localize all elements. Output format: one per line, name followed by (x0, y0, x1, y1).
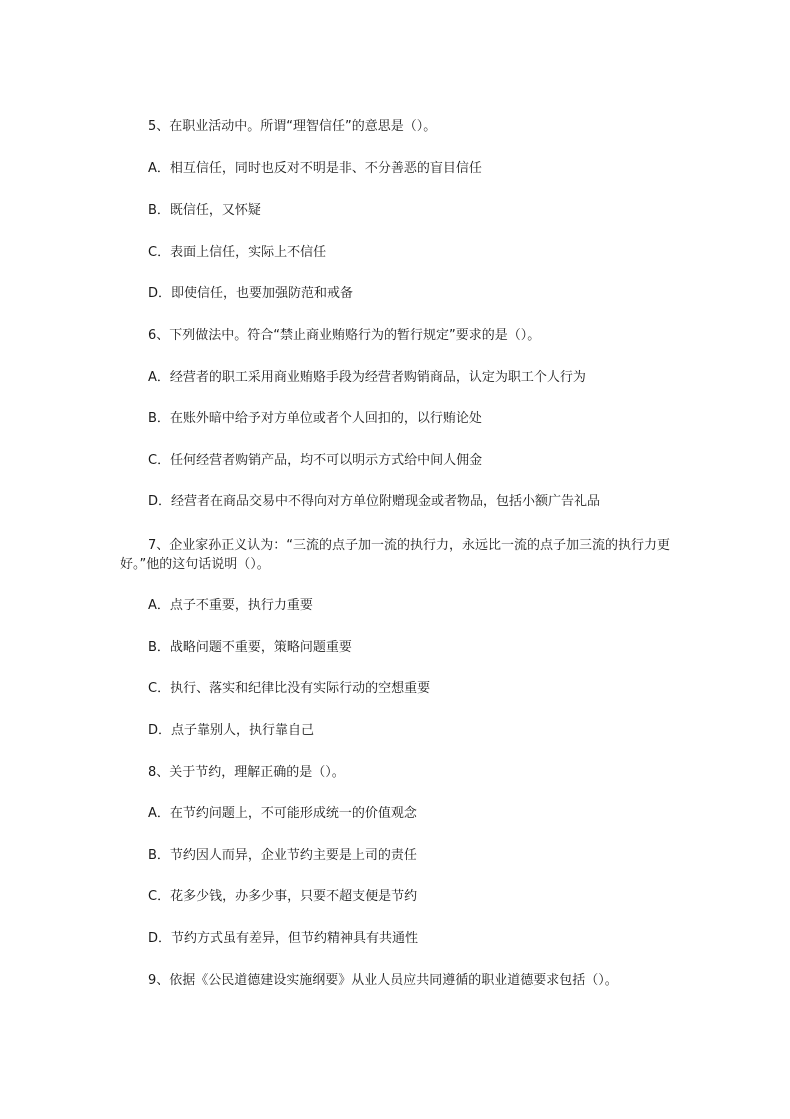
question-5-option-a: A．相互信任，同时也反对不明是非、不分善恶的盲目信任 (148, 161, 482, 176)
question-7-option-d: D．点子靠别人，执行靠自己 (148, 723, 315, 738)
question-6-option-c: C．任何经营者购销产品，均不可以明示方式给中间人佣金 (148, 453, 483, 468)
question-7-stem: 7、企业家孙正义认为：“三流的点子加一流的执行力，永远比一流的点子加三流的执行力更好。”他的这句话说明（）。 (120, 538, 671, 572)
question-7-option-c: C．执行、落实和纪律比没有实际行动的空想重要 (148, 681, 431, 696)
question-8-option-c: C．花多少钱，办多少事，只要不超支便是节约 (148, 889, 418, 904)
question-8-stem: 8、关于节约，理解正确的是（）。 (148, 765, 345, 780)
question-6-option-b: B．在账外暗中给予对方单位或者个人回扣的，以行贿论处 (148, 411, 482, 426)
question-8-option-b: B．节约因人而异，企业节约主要是上司的责任 (148, 848, 417, 863)
question-7-option-a: A．点子不重要，执行力重要 (148, 598, 313, 613)
question-9-stem: 9、依据《公民道德建设实施纲要》从业人员应共同遵循的职业道德要求包括（）。 (148, 973, 618, 988)
question-7-option-b: B．战略问题不重要，策略问题重要 (148, 640, 352, 655)
question-5-option-d: D．即使信任，也要加强防范和戒备 (148, 286, 354, 301)
question-8-option-a: A．在节约问题上，不可能形成统一的价值观念 (148, 806, 417, 821)
question-5-stem: 5、在职业活动中。所谓“理智信任”的意思是（）。 (148, 119, 437, 134)
question-5-option-b: B．既信任，又怀疑 (148, 203, 261, 218)
question-6-option-a: A．经营者的职工采用商业贿赂手段为经营者购销商品，认定为职工个人行为 (148, 370, 586, 385)
question-5-option-c: C．表面上信任，实际上不信任 (148, 245, 327, 260)
question-6-stem: 6、下列做法中。符合“禁止商业贿赂行为的暂行规定”要求的是（）。 (148, 328, 541, 343)
question-8-option-d: D．节约方式虽有差异，但节约精神具有共通性 (148, 931, 419, 946)
question-6-option-d: D．经营者在商品交易中不得向对方单位附赠现金或者物品，包括小额广告礼品 (148, 494, 601, 509)
